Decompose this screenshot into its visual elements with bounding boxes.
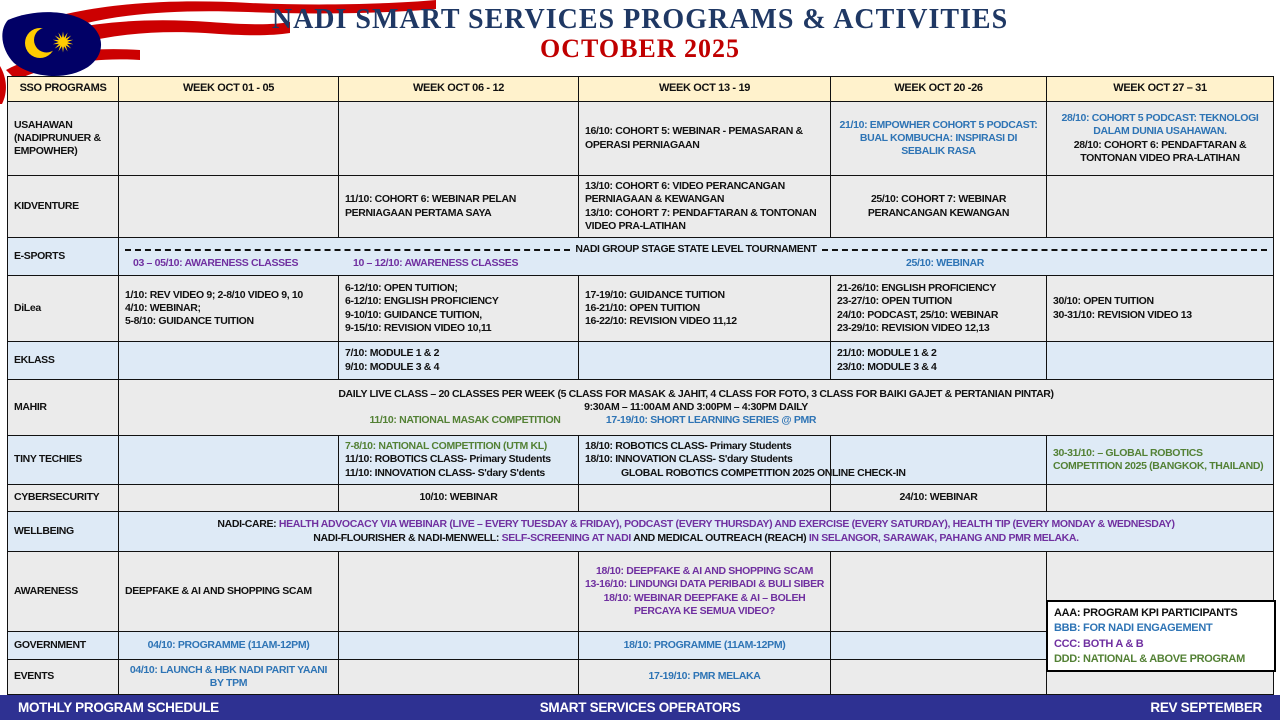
event-text: AND MEDICAL OUTREACH (REACH) — [633, 531, 809, 544]
event-text: 9:30AM – 11:00AM AND 3:00PM – 4:30PM DAILY — [584, 400, 808, 413]
cell-cybersecurity-week2 — [339, 485, 579, 512]
cell-awareness-week2 — [339, 552, 579, 632]
event-text: 6-12/10: OPEN TUITION; — [345, 282, 458, 295]
cell-usahawan-nadiprunuer-empowher-week1 — [119, 102, 339, 176]
cell-awareness-week1 — [119, 552, 339, 632]
event-text: 11/10: COHORT 6: WEBINAR PELAN PERNIAGAAN PERTAMA SAYA — [345, 193, 516, 219]
cell-kidventure-week5 — [1047, 176, 1274, 238]
cell-eklass-week4 — [831, 342, 1047, 380]
event-text: 18/10: ROBOTICS CLASS- Primary Students — [585, 440, 792, 453]
tournament-banner — [125, 243, 1267, 256]
cell-usahawan-nadiprunuer-empowher-week2 — [339, 102, 579, 176]
cell-government-week4 — [831, 632, 1047, 660]
cell-eklass-week3 — [579, 342, 831, 380]
cell-kidventure-week2 — [339, 176, 579, 238]
event-text: 4/10: WEBINAR; — [125, 301, 201, 314]
row-usahawan-nadiprunuer-empowher — [8, 102, 1274, 176]
cell-tiny-techies-week3 — [579, 436, 906, 485]
footer-right-text: REV SEPTEMBER — [1150, 700, 1262, 715]
cell-cybersecurity-week5 — [1047, 485, 1274, 512]
span-line — [125, 532, 1267, 545]
legend-line-2: CCC: BOTH A & B — [1054, 637, 1144, 650]
page-title: NADI SMART SERVICES PROGRAMS & ACTIVITIES — [271, 4, 1009, 35]
event-text: IN SELANGOR, SARAWAK, PAHANG AND PMR MELAKA. — [808, 531, 1079, 544]
footer-center-text: SMART SERVICES OPERATORS — [539, 700, 741, 715]
event-text: 9-15/10: REVISION VIDEO 10,11 — [345, 321, 492, 334]
footer-left-text: MOTHLY PROGRAM SCHEDULE — [18, 700, 219, 715]
event-text: 1/10: REV VIDEO 9; 2-8/10 VIDEO 9, 10 — [125, 288, 303, 301]
tournament-text: NADI GROUP STAGE STATE LEVEL TOURNAMENT — [575, 243, 817, 256]
cell-dilea-week5 — [1047, 276, 1274, 342]
event-text: 10/10: WEBINAR — [419, 491, 498, 504]
event-text: 23-27/10: OPEN TUITION — [837, 295, 952, 308]
column-header-4: WEEK OCT 20 -26 — [831, 77, 1047, 102]
event-text: 5-8/10: GUIDANCE TUITION — [125, 315, 254, 327]
column-header-0: SSO PROGRAMS — [8, 77, 119, 102]
event-text: 11/10: ROBOTICS CLASS- Primary Students — [345, 453, 551, 466]
cell-dilea-week2 — [339, 276, 579, 342]
cell-dilea-week1 — [119, 276, 339, 342]
cell-dilea-week3 — [579, 276, 831, 342]
event-text: 25/10: COHORT 7: WEBINAR PERANCANGAN KEWANGAN — [867, 193, 1010, 219]
event-text: 16-22/10: REVISION VIDEO 11,12 — [585, 315, 737, 327]
cell-cybersecurity-week4 — [831, 485, 1047, 512]
row-label-usahawan-nadiprunuer-empowher: USAHAWAN (NADIPRUNUER & EMPOWHER) — [8, 102, 119, 176]
event-text: 17-19/10: SHORT LEARNING SERIES @ PMR — [605, 414, 817, 426]
event-text: 28/10: COHORT 6: PENDAFTARAN & TONTONAN VIDEO PRA-LATIHAN — [1073, 138, 1247, 164]
cell-e-sports-span — [119, 238, 1274, 276]
event-text: GLOBAL ROBOTICS COMPETITION 2025 ONLINE CHECK-IN — [621, 466, 906, 479]
span-line — [125, 518, 1267, 531]
cell-awareness-week3 — [579, 552, 831, 632]
cell-government-week1 — [119, 632, 339, 660]
cell-events-week4 — [831, 660, 1047, 695]
row-e-sports — [8, 238, 1274, 276]
row-tiny-techies — [8, 436, 1274, 485]
span-line — [125, 401, 1267, 414]
row-label-wellbeing: WELLBEING — [8, 512, 119, 552]
cell-cybersecurity-week3 — [579, 485, 831, 512]
event-text: 21/10: EMPOWHER COHORT 5 PODCAST: BUAL KOMBUCHA: INSPIRASI DI SEBALIK RASA — [839, 118, 1038, 157]
cell-events-week2 — [339, 660, 579, 695]
event-text: 6-12/10: ENGLISH PROFICIENCY — [345, 295, 499, 308]
event-text: 10 – 12/10: AWARENESS CLASSES — [353, 256, 519, 269]
cell-wellbeing-span — [119, 512, 1274, 552]
row-cybersecurity — [8, 485, 1274, 512]
row-mahir — [8, 380, 1274, 436]
row-label-kidventure: KIDVENTURE — [8, 176, 119, 238]
event-text: 13-16/10: LINDUNGI DATA PERIBADI & BULI SIBER — [585, 578, 825, 591]
page-subtitle: OCTOBER 2025 — [539, 34, 741, 63]
event-text: 03 – 05/10: AWARENESS CLASSES — [133, 256, 299, 269]
event-text: 30/10: OPEN TUITION — [1053, 295, 1154, 308]
span-line — [125, 388, 1267, 401]
row-label-tiny-techies: TINY TECHIES — [8, 436, 119, 485]
span-grid-line — [125, 414, 1267, 427]
span-grid-line — [125, 257, 1267, 270]
event-text: 7/10: MODULE 1 & 2 — [345, 347, 440, 360]
row-label-cybersecurity: CYBERSECURITY — [8, 485, 119, 512]
cell-tiny-techies-week2 — [339, 436, 579, 485]
cell-government-week3 — [579, 632, 831, 660]
column-header-3: WEEK OCT 13 - 19 — [579, 77, 831, 102]
cell-eklass-week1 — [119, 342, 339, 380]
cell-mahir-span — [119, 380, 1274, 436]
cell-events-week1 — [119, 660, 339, 695]
event-text: 24/10: PODCAST, 25/10: WEBINAR — [837, 308, 999, 321]
row-label-events: EVENTS — [8, 660, 119, 695]
event-text: NADI-FLOURISHER & NADI-MENWELL: — [313, 531, 502, 544]
cell-eklass-week2 — [339, 342, 579, 380]
event-text: 04/10: LAUNCH & HBK NADI PARIT YAANI BY TPM — [129, 663, 328, 689]
event-text: 18/10: PROGRAMME (11AM-12PM) — [623, 638, 786, 651]
cell-eklass-week5 — [1047, 342, 1274, 380]
event-text: 21/10: MODULE 1 & 2 — [837, 347, 937, 360]
cell-usahawan-nadiprunuer-empowher-week3 — [579, 102, 831, 176]
event-text: HEALTH ADVOCACY VIA WEBINAR (LIVE – EVERY TUESDAY & FRIDAY), PODCAST (EVERY THURSDAY) AND EXERCISE (EVERY SATURDAY), HEALTH TIP (EVERY MONDAY & WEDNESDAY) — [278, 518, 1175, 531]
event-text: DEEPFAKE & AI AND SHOPPING SCAM — [125, 584, 312, 597]
column-header-1: WEEK OCT 01 - 05 — [119, 77, 339, 102]
event-text: 17-19/10: GUIDANCE TUITION — [585, 288, 725, 301]
event-text: 16/10: COHORT 5: WEBINAR - PEMASARAN & OPERASI PERNIAGAAN — [585, 125, 803, 151]
cell-usahawan-nadiprunuer-empowher-week5 — [1047, 102, 1274, 176]
cell-kidventure-week4 — [831, 176, 1047, 238]
cell-events-week3 — [579, 660, 831, 695]
event-text: 18/10: INNOVATION CLASS- S'dary Students — [585, 453, 793, 466]
row-eklass — [8, 342, 1274, 380]
cell-cybersecurity-week1 — [119, 485, 339, 512]
row-label-dilea: DiLea — [8, 276, 119, 342]
row-dilea — [8, 276, 1274, 342]
footer-bar — [0, 695, 1280, 720]
event-text: 23-29/10: REVISION VIDEO 12,13 — [837, 321, 990, 334]
row-kidventure — [8, 176, 1274, 238]
legend-line-3: DDD: NATIONAL & ABOVE PROGRAM — [1054, 653, 1245, 666]
event-text: 13/10: COHORT 7: PENDAFTARAN & TONTONAN VIDEO PRA-LATIHAN — [585, 206, 817, 232]
event-text: 9/10: MODULE 3 & 4 — [345, 360, 440, 373]
legend-line-0: AAA: PROGRAM KPI PARTICIPANTS — [1054, 606, 1238, 619]
event-text: 30-31/10: REVISION VIDEO 13 — [1053, 308, 1192, 321]
event-text: DAILY LIVE CLASS – 20 CLASSES PER WEEK (5 CLASS FOR MASAK & JAHIT, 4 CLASS FOR FOTO, 3 CLASS FOR BAIKI GAJET & PERTANIAN PINTAR) — [338, 387, 1054, 400]
event-text: 21-26/10: ENGLISH PROFICIENCY — [837, 282, 997, 295]
event-text: 9-10/10: GUIDANCE TUITION, — [345, 308, 482, 321]
event-text: 13/10: COHORT 6: VIDEO PERANCANGAN PERNIAGAAN & KEWANGAN — [585, 180, 785, 206]
row-label-awareness: AWARENESS — [8, 552, 119, 632]
event-text: 17-19/10: PMR MELAKA — [648, 670, 761, 683]
event-text: 11/10: NATIONAL MASAK COMPETITION — [369, 414, 561, 426]
row-label-e-sports: E-SPORTS — [8, 238, 119, 276]
event-text: 24/10: WEBINAR — [899, 491, 978, 504]
cell-kidventure-week1 — [119, 176, 339, 238]
event-text: 16-21/10: OPEN TUITION — [585, 301, 700, 314]
event-text: 30-31/10: – GLOBAL ROBOTICS COMPETITION 2025 (BANGKOK, THAILAND) — [1053, 446, 1264, 472]
event-text: 23/10: MODULE 3 & 4 — [837, 360, 937, 373]
column-header-2: WEEK OCT 06 - 12 — [339, 77, 579, 102]
event-text: 04/10: PROGRAMME (11AM-12PM) — [147, 638, 310, 651]
event-text: 11/10: INNOVATION CLASS- S'dary S'dents — [345, 466, 545, 479]
cell-tiny-techies-week1 — [119, 436, 339, 485]
legend-line-1: BBB: FOR NADI ENGAGEMENT — [1054, 622, 1213, 635]
row-label-government: GOVERNMENT — [8, 632, 119, 660]
cell-dilea-week4 — [831, 276, 1047, 342]
legend-box — [1046, 600, 1276, 672]
cell-kidventure-week3 — [579, 176, 831, 238]
event-text: 7-8/10: NATIONAL COMPETITION (UTM KL) — [345, 440, 547, 453]
row-wellbeing — [8, 512, 1274, 552]
dash-separator — [822, 249, 1267, 251]
header — [0, 4, 1280, 64]
event-text: 28/10: COHORT 5 PODCAST: TEKNOLOGI DALAM DUNIA USAHAWAN. — [1061, 112, 1259, 138]
event-text: 18/10: DEEPFAKE & AI AND SHOPPING SCAM — [596, 565, 813, 578]
cell-government-week2 — [339, 632, 579, 660]
row-label-mahir: MAHIR — [8, 380, 119, 436]
cell-awareness-week4 — [831, 552, 1047, 632]
flag-left-tail — [0, 66, 6, 104]
dash-separator — [125, 249, 570, 251]
row-label-eklass: EKLASS — [8, 342, 119, 380]
column-header-5: WEEK OCT 27 – 31 — [1047, 77, 1274, 102]
event-text: 18/10: WEBINAR DEEPFAKE & AI – BOLEH PERCAYA KE SEMUA VIDEO? — [603, 591, 806, 617]
event-text: SELF-SCREENING AT NADI — [501, 531, 634, 544]
event-text: 25/10: WEBINAR — [906, 256, 984, 269]
event-text: NADI-CARE: — [217, 518, 279, 531]
cell-usahawan-nadiprunuer-empowher-week4 — [831, 102, 1047, 176]
